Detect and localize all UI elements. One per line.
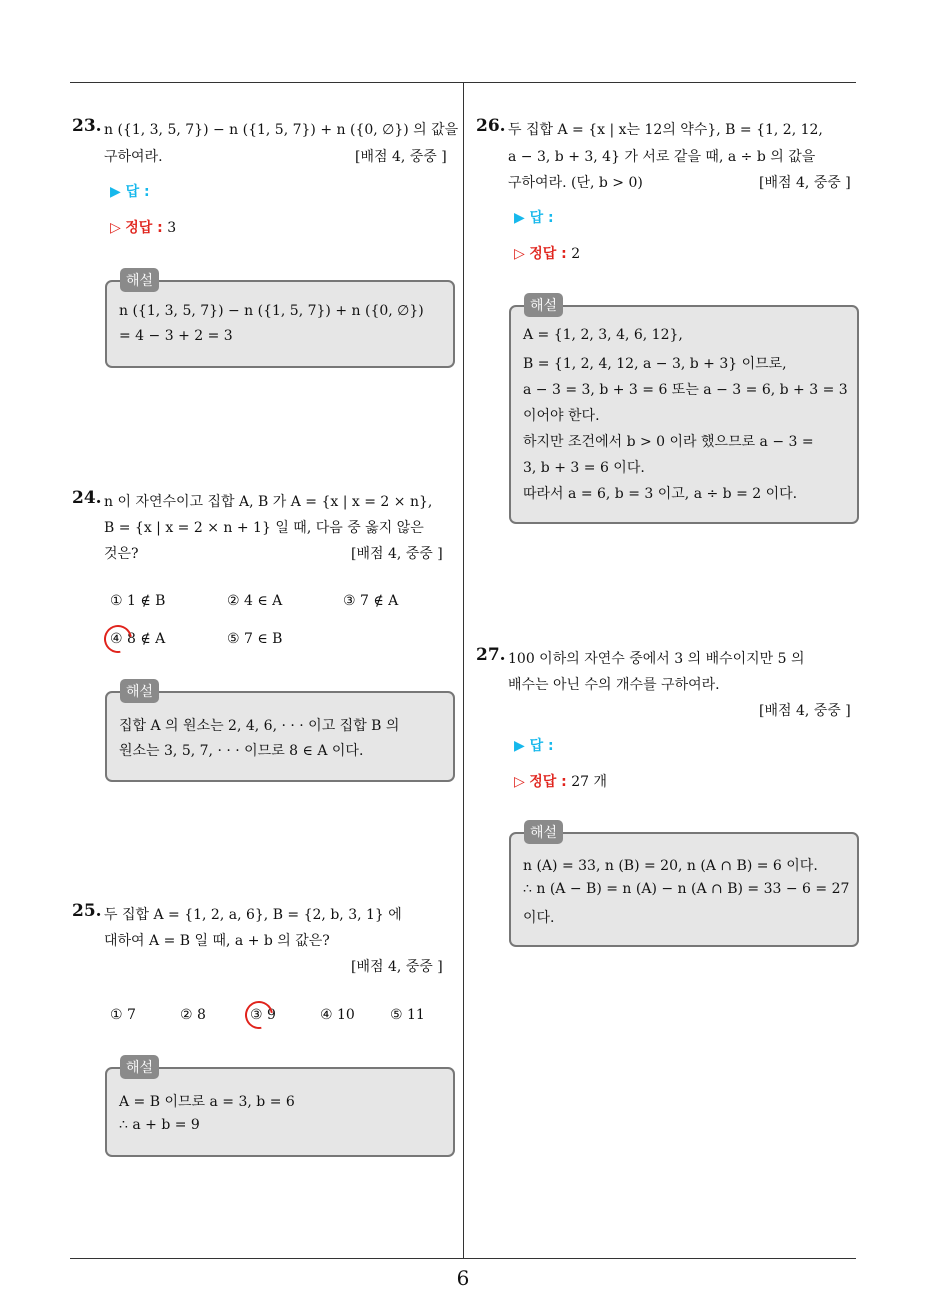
selected-answer-circle-icon [99,620,138,659]
choice-4[interactable]: ④ 8 ∉ A [110,631,166,647]
explanation-line: 이어야 한다. [523,408,600,424]
selected-answer-circle-icon [240,996,279,1035]
explanation-box [105,691,455,782]
correct-answer [514,771,607,791]
question-text: 배수는 아닌 수의 개수를 구하여라. [508,677,720,693]
explanation-line: n ({1, 3, 5, 7}) − n ({1, 5, 7}) + n ({0, ∅}) [119,303,424,319]
question-text: 두 집합 A = {x | x는 12의 약수}, B = {1, 2, 12, [508,122,823,138]
explanation-line: 3, b + 3 = 6 이다. [523,460,645,476]
answer-field-label[interactable]: ▶ 답 : [514,738,554,754]
question-text: n ({1, 3, 5, 7}) − n ({1, 5, 7}) + n ({0, ∅}) 의 값을 [104,122,459,138]
answer-field-label[interactable]: ▶ 답 : [110,184,150,200]
explanation-tag: 해설 [120,268,159,292]
points-label: [배점 4, 중중 ] [355,149,447,165]
question-text: n 이 자연수이고 집합 A, B 가 A = {x | x = 2 × n}, [104,494,433,510]
points-label: [배점 4, 중중 ] [759,703,851,719]
explanation-tag: 해설 [524,820,563,844]
explanation-line: ∴ a + b = 9 [119,1117,200,1133]
explanation-line: 하지만 조건에서 b > 0 이라 했으므로 a − 3 = [523,434,814,450]
explanation-box [509,305,859,524]
page-number: 6 [456,1266,470,1290]
explanation-line: 따라서 a = 6, b = 3 이고, a ÷ b = 2 이다. [523,486,798,502]
choice-2[interactable]: ② 8 [180,1007,206,1023]
question-text: 대하여 A = B 일 때, a + b 의 값은? [104,933,330,949]
choice-1[interactable]: ① 7 [110,1007,136,1023]
points-label: [배점 4, 중중 ] [759,175,851,191]
explanation-line: n (A) = 33, n (B) = 20, n (A ∩ B) = 6 이다. [523,858,818,874]
points-label: [배점 4, 중중 ] [351,959,443,975]
triangle-icon: ▷ [514,774,525,790]
explanation-line: 이다. [523,910,555,926]
explanation-line: a − 3 = 3, b + 3 = 6 또는 a − 3 = 6, b + 3 = 3 [523,382,848,398]
choice-2[interactable]: ② 4 ∈ A [227,593,283,609]
choice-5[interactable]: ⑤ 11 [390,1007,425,1023]
correct-answer [110,217,176,237]
explanation-line: = 4 − 3 + 2 = 3 [119,328,233,344]
question-text: 구하여라. (단, b > 0) [508,175,643,191]
points-label: [배점 4, 중중 ] [351,546,443,562]
explanation-box [105,1067,455,1157]
explanation-box [509,832,859,947]
question-text: B = {x | x = 2 × n + 1} 일 때, 다음 중 옳지 않은 [104,520,424,536]
choice-3[interactable]: ③ 9 [250,1007,276,1023]
question-number: 23. [72,116,102,136]
answer-field-label[interactable]: ▶ 답 : [514,210,554,226]
explanation-box [105,280,455,368]
explanation-tag: 해설 [120,1055,159,1079]
explanation-line: 원소는 3, 5, 7, · · · 이므로 8 ∈ A 이다. [119,743,364,759]
question-number: 26. [476,116,506,136]
explanation-line: A = B 이므로 a = 3, b = 6 [119,1094,295,1110]
explanation-line: 집합 A 의 원소는 2, 4, 6, · · · 이고 집합 B 의 [119,718,400,734]
explanation-tag: 해설 [120,679,159,703]
correct-answer [514,243,580,263]
question-number: 25. [72,901,102,921]
correct-answer-label: 정답 : [529,246,567,262]
explanation-tag: 해설 [524,293,563,317]
triangle-icon: ▷ [110,220,121,236]
explanation-line: A = {1, 2, 3, 4, 6, 12}, [523,327,683,343]
question-number: 27. [476,645,506,665]
choice-5[interactable]: ⑤ 7 ∈ B [227,631,283,647]
question-text: a − 3, b + 3, 4} 가 서로 같을 때, a ÷ b 의 값을 [508,149,816,165]
bottom-rule [70,1258,856,1259]
correct-answer-label: 정답 : [529,774,567,790]
choice-3[interactable]: ③ 7 ∉ A [343,593,399,609]
correct-answer-value: 2 [571,246,581,262]
question-text: 것은? [104,546,139,562]
explanation-line: ∴ n (A − B) = n (A) − n (A ∩ B) = 33 − 6 = 27 [523,881,850,897]
column-divider [463,83,464,1258]
question-text: 구하여라. [104,149,163,165]
correct-answer-value: 27 개 [571,774,608,790]
choice-1[interactable]: ① 1 ∉ B [110,593,166,609]
correct-answer-value: 3 [167,220,177,236]
explanation-line: B = {1, 2, 4, 12, a − 3, b + 3} 이므로, [523,356,787,372]
correct-answer-label: 정답 : [125,220,163,236]
question-number: 24. [72,488,102,508]
question-text: 두 집합 A = {1, 2, a, 6}, B = {2, b, 3, 1} 에 [104,907,402,923]
choice-4[interactable]: ④ 10 [320,1007,355,1023]
question-text: 100 이하의 자연수 중에서 3 의 배수이지만 5 의 [508,651,805,667]
triangle-icon: ▷ [514,246,525,262]
